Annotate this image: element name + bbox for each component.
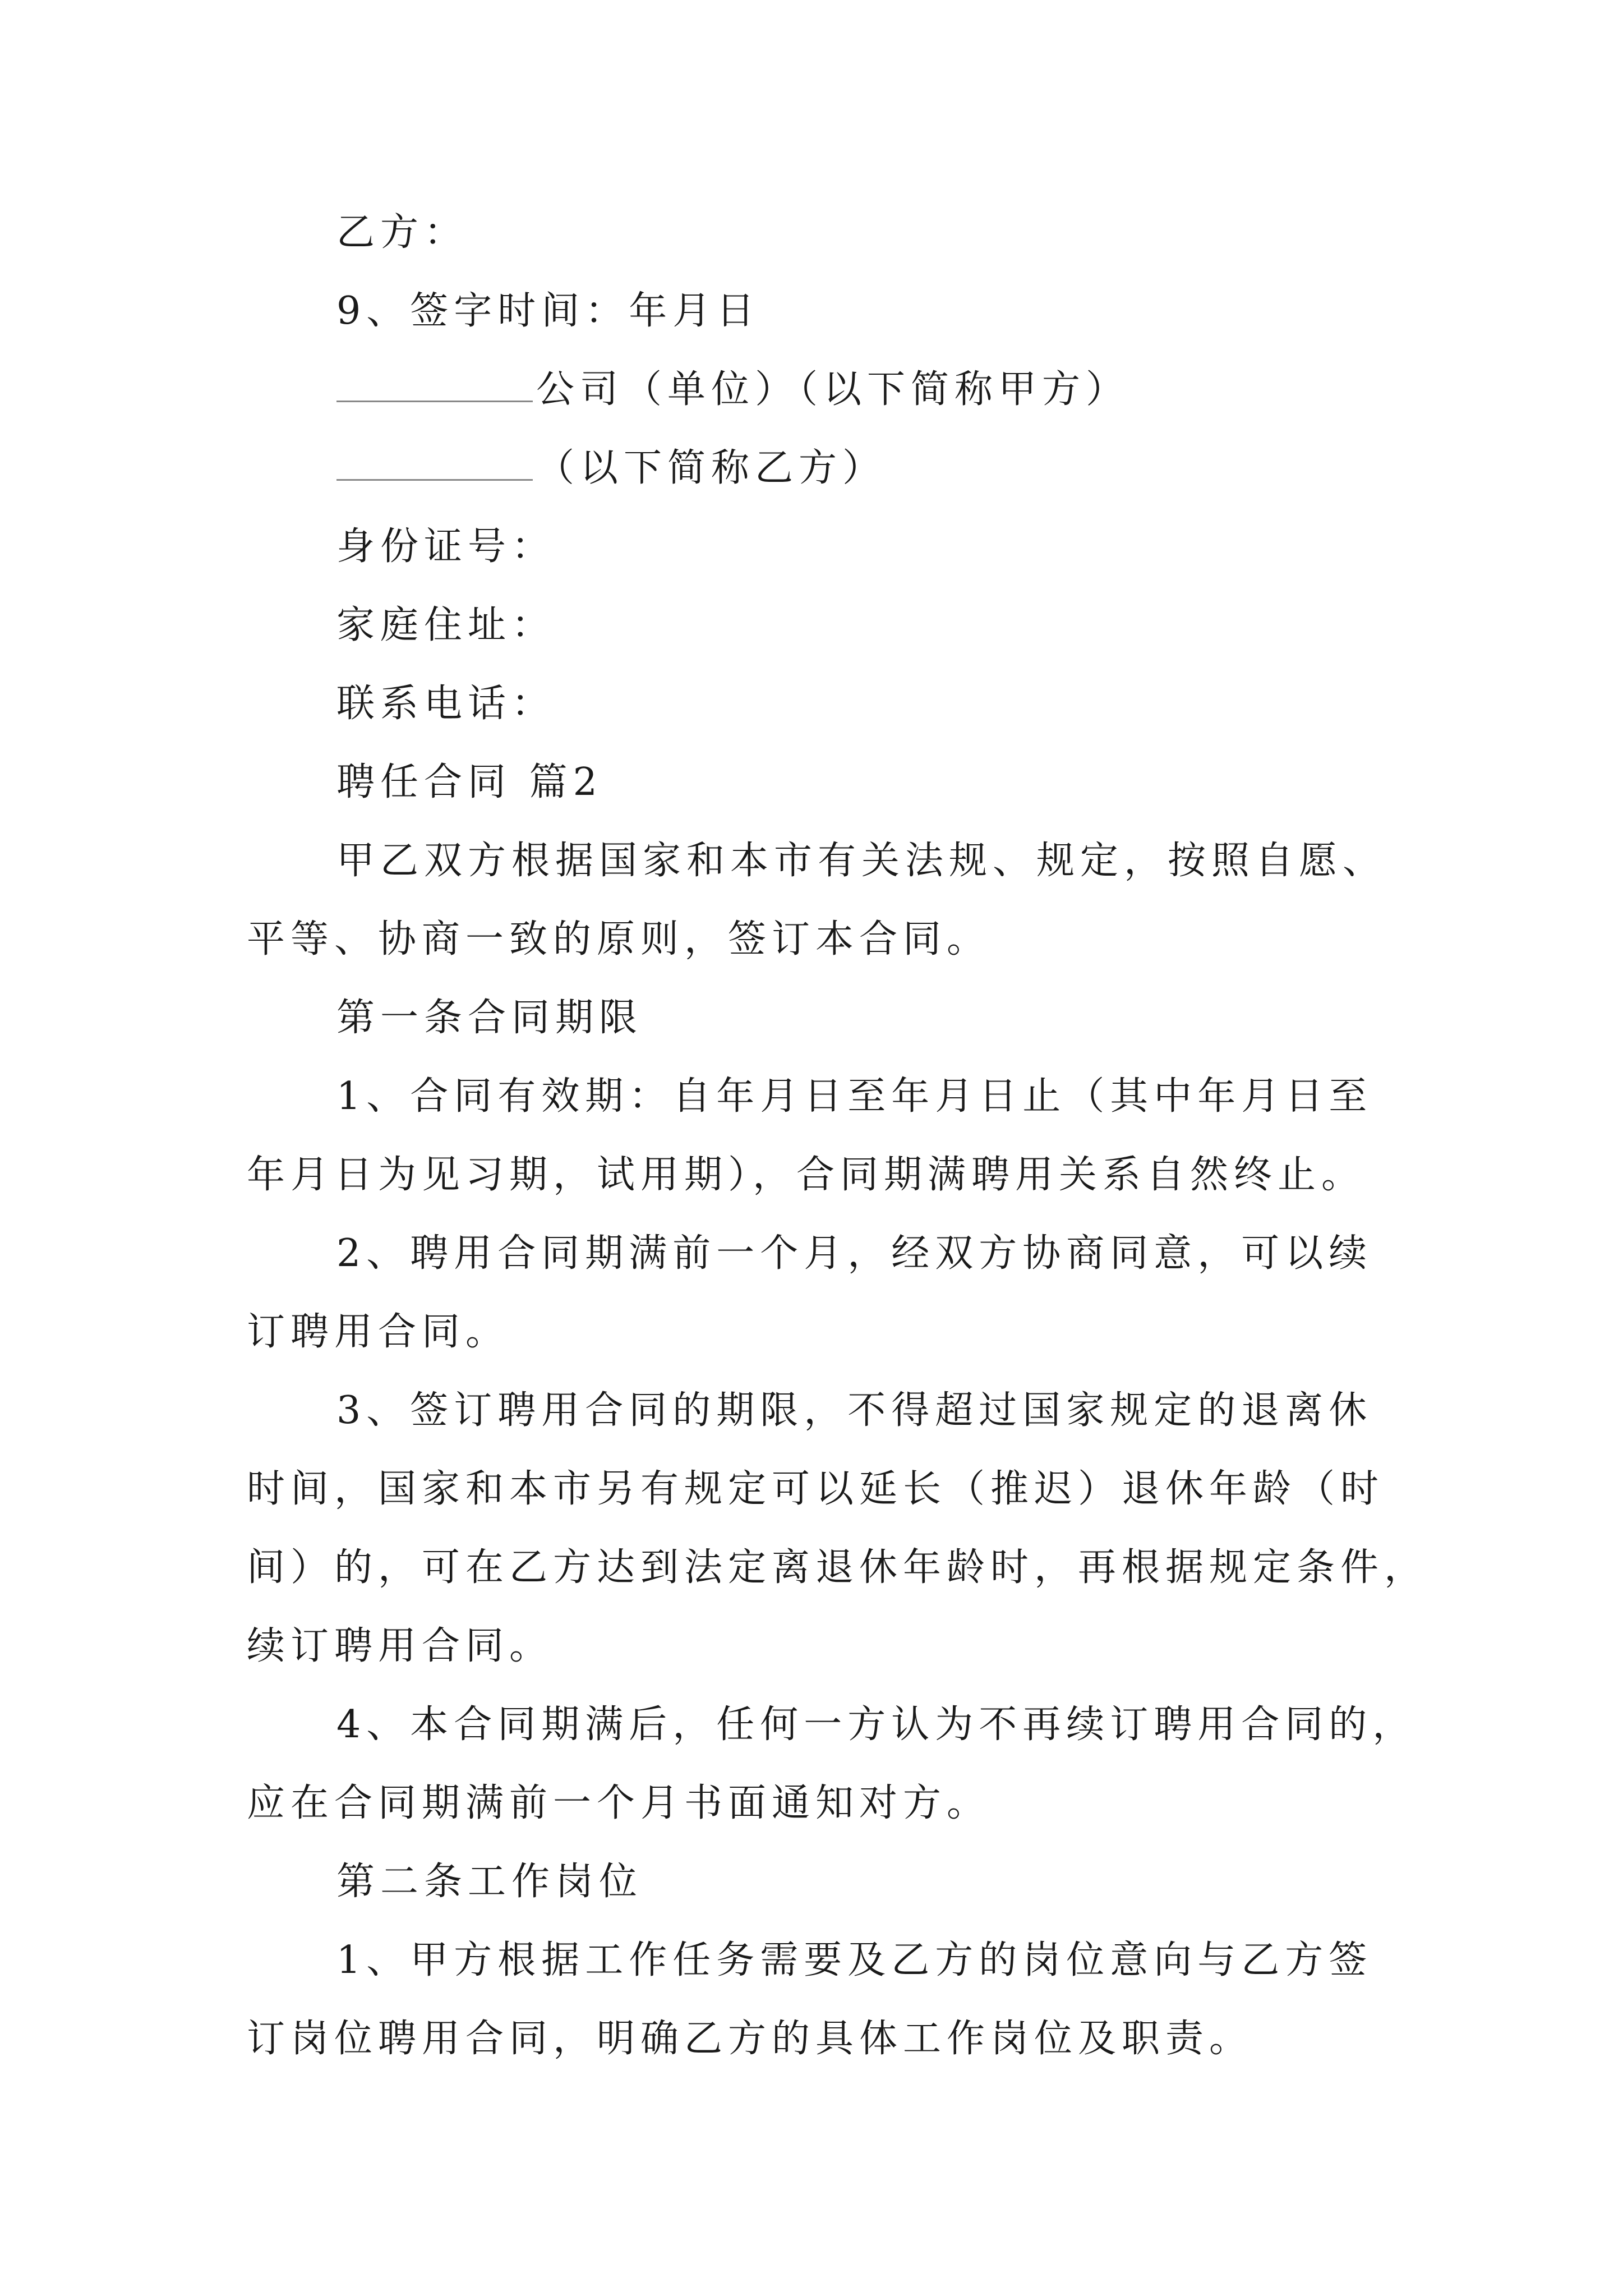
text-line: 订聘用合同。 bbox=[247, 1310, 510, 1354]
text-line: 家庭住址： bbox=[336, 603, 556, 647]
text-line: 续订聘用合同。 bbox=[247, 1624, 554, 1668]
text-line: 4、本合同期满后，任何一方认为不再续订聘用合同的， bbox=[336, 1703, 1417, 1747]
text-line: 平等、协商一致的原则，签订本合同。 bbox=[247, 917, 991, 961]
text-line: 3、签订聘用合同的期限，不得超过国家规定的退离休 bbox=[336, 1388, 1373, 1433]
text-line: 甲乙双方根据国家和本市有关法规、规定，按照自愿、 bbox=[336, 839, 1387, 883]
text-line: 订岗位聘用合同，明确乙方的具体工作岗位及职责。 bbox=[247, 2017, 1253, 2061]
section-heading: 聘任合同 篇2 bbox=[336, 760, 603, 804]
text-line: 应在合同期满前一个月书面通知对方。 bbox=[247, 1781, 991, 1825]
text-line: 年月日为见习期，试用期），合同期满聘用关系自然终止。 bbox=[247, 1153, 1366, 1197]
text-line: 间）的，可在乙方达到法定离退休年龄时，再根据规定条件， bbox=[247, 1545, 1428, 1590]
text-segment: 公司（单位）（以下简称甲方） bbox=[536, 367, 1130, 412]
fill-in-blank bbox=[336, 445, 533, 481]
text-segment: （以下简称乙方） bbox=[536, 446, 887, 490]
text-line: 1、合同有效期：自年月日至年月日止（其中年月日至 bbox=[336, 1074, 1373, 1119]
text-line: 身份证号： bbox=[336, 524, 556, 569]
article-heading: 第二条工作岗位 bbox=[336, 1860, 643, 1904]
text-line: 1、甲方根据工作任务需要及乙方的岗位意向与乙方签 bbox=[336, 1938, 1373, 1982]
text-line: 2、聘用合同期满前一个月，经双方协商同意，可以续 bbox=[336, 1231, 1373, 1276]
text-line bbox=[336, 440, 886, 496]
article-heading: 第一条合同期限 bbox=[336, 996, 643, 1040]
text-line: 乙方： bbox=[336, 210, 468, 255]
text-line: 9、签字时间：年月日 bbox=[336, 289, 760, 333]
text-line: 联系电话： bbox=[336, 682, 556, 726]
fill-in-blank bbox=[336, 367, 533, 402]
text-line bbox=[336, 362, 1129, 418]
text-line: 时间，国家和本市另有规定可以延长（推迟）退休年龄（时 bbox=[247, 1467, 1385, 1511]
